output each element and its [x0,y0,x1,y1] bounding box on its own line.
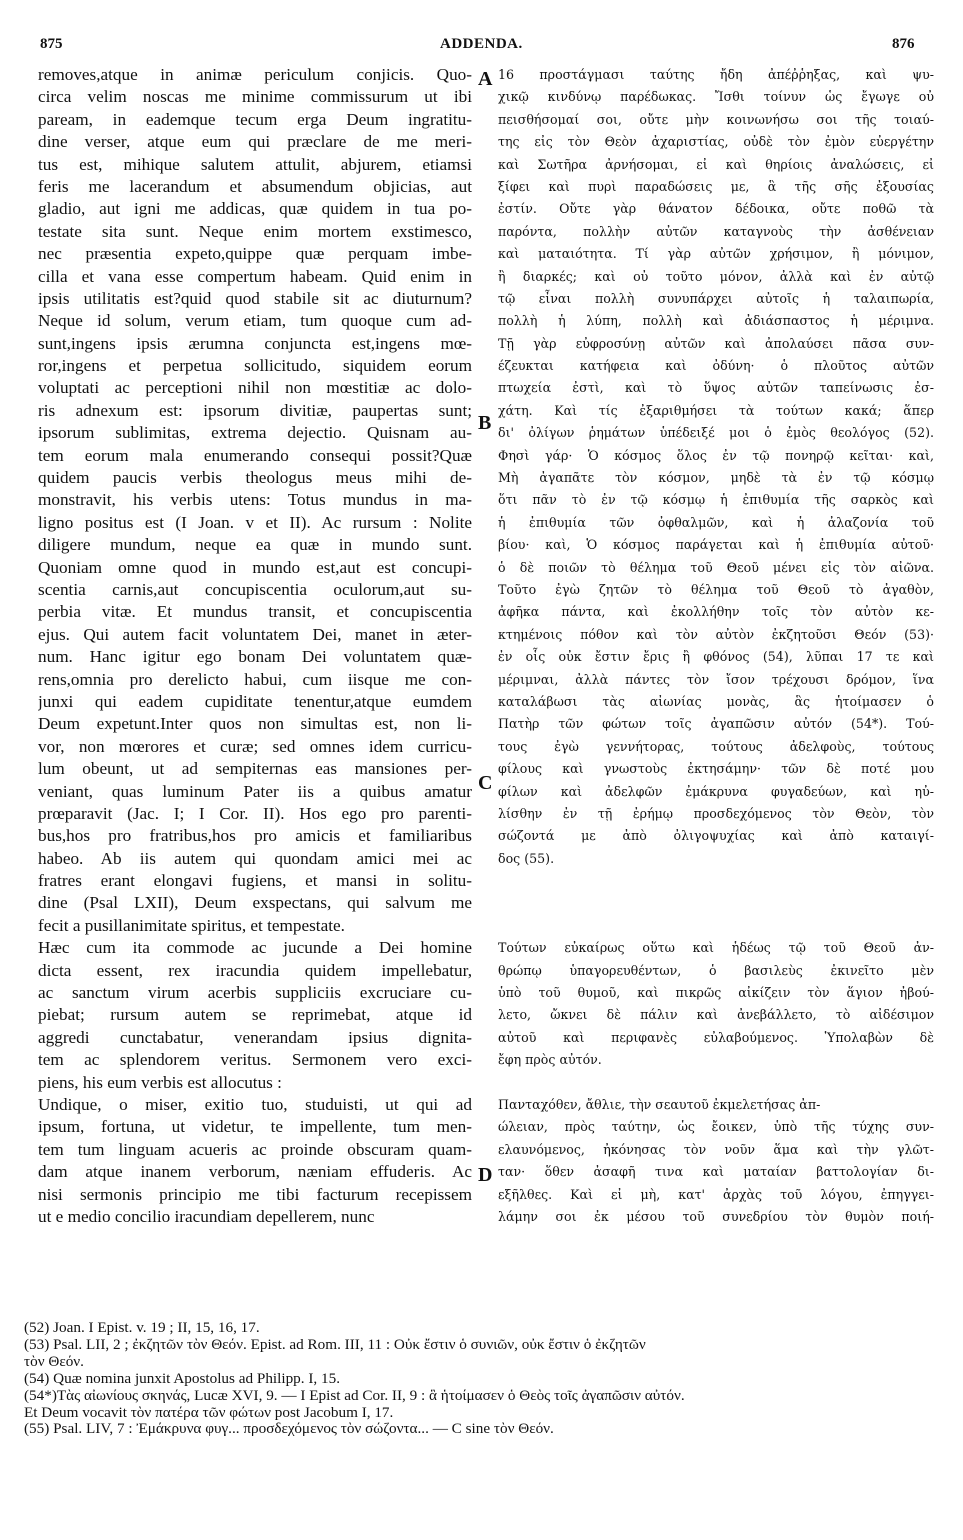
greek-text-line: ἡ ἐπιθυμία τῶν ὀφθαλμῶν, καὶ ἡ ἀλαζονία τοῦ [498,514,934,530]
greek-text-line: ξίφει καὶ πυρὶ παραδώσεις με, ἃ τῆς σῆς ἐξουσίας [498,178,934,194]
latin-text-line: dicta essent, rex iracundia quidem impellebatur, [38,960,472,980]
latin-text-line: Deum expetunt.Inter quos non simultas est, non li- [38,714,472,734]
latin-text-line: Hæc cum ita commode ac jucunde a Dei homine [38,938,472,958]
greek-text-line: Φησὶ γάρ· Ὁ κόσμος ὅλος ἐν τῷ πονηρῷ κεῖται· καὶ, [498,447,934,463]
greek-text-line: ἔφη πρὸς αὐτόν. [498,1052,602,1068]
greek-text-line: ώλειαν, πρὸς ταύτην, ὡς ἔοικεν, ὑπὸ τῆς τύχης συν- [498,1119,934,1135]
latin-text-line: Quoniam omne quod in mundo est,aut est concupi- [38,557,472,577]
latin-text-line: tem tum linguam acueris ac proinde obscuram quam- [38,1139,472,1159]
greek-text-line: θρώπῳ ὑπαγορευθέντων, ὁ βασιλεὺς ἐκινεῖτο μὲν [498,962,934,978]
latin-text-line: tem ac splendorem veritus. Sermonem vero exci- [38,1050,472,1070]
latin-text-line: ipsum, fortuna, ut videtur, te impellente, tum men- [38,1117,472,1137]
latin-text-line: diligere mundum, neque ea quæ in mundo sunt. [38,535,472,555]
latin-text-line: ipsorum sublimitas, extrema dejectio. Quisnam au- [38,423,472,443]
margin-marker-c: C [478,772,493,794]
latin-text-line: prœparavit (Jac. I; I Cor. II). Hos ego pro parenti- [38,803,472,823]
latin-text-line: sunt,ingens ipsis ærumna conjuncta est,ingens mœ- [38,333,472,353]
latin-text-line: Undique, o miser, exitio tuo, studuisti, ut qui ad [38,1094,472,1114]
latin-text-line: quidem paucis verbis theologus meus mihi de- [38,468,472,488]
greek-text-line: ἀφῆκα πάντα, καὶ ἐκολλήθην τοῖς τὸν αὐτὸν κε- [498,604,934,620]
footnote-line: (55) Psal. LIV, 7 : Ἐμάκρυνα φυγ... προσδεχόμενος τὸν σώζοντα... — C sine τὸν Θεόν. [24,1421,554,1438]
latin-text-line: fratres erant elongavi fugiens, et mansi in solitu- [38,871,472,891]
greek-text-line: λετο, ὤκνει δὲ πάλιν καὶ ἀνεβάλλετο, τὸ αἰδέσιμον [498,1007,934,1023]
greek-text-line: παρόντα, πολλὴν αὐτῶν καταγνοὺς τὴν ἀσθένειαν [498,223,934,239]
latin-text-line: scentia carnis,aut concupiscentia oculorum,aut su- [38,579,472,599]
greek-text-line: πολλὴ ἡ λύπη, πολλὴ καὶ ἀδιάσπαστος ἡ μέριμνα. [498,313,934,329]
latin-text-line: tem eorum mala enumerando consequi possit?Quæ [38,445,472,465]
greek-text-line: φίλους καὶ γνωστοὺς ἐκτησάμην· τῶν δὲ ποτέ μου [498,761,934,777]
latin-text-line: ris adnexum est: ipsorum divitiæ, paupertas sunt; [38,400,472,420]
latin-text-line: ipsis utilitatis est?quid quod stabile sit ac diuturnum? [38,288,472,308]
greek-text-line: πτωχεία ἐστὶ, καὶ τὸ ὕψος αὐτῶν ταπείνωσις ἐσ- [498,380,934,396]
greek-text-line [498,1072,934,1094]
greek-text-line: τους ἐγὼ γεννήτορας, τούτους ἀδελφοὺς, τούτους [498,738,934,754]
greek-text-line: αὐτοῦ καὶ περιφανὲς εὐλαβούμενος. Ὑπολαβὼν δὲ [498,1029,934,1045]
latin-text-line: dine (Psal LXII), Deum exspectans, qui salvum me [38,893,472,913]
footnote-line: τὸν Θεόν. [24,1353,84,1370]
margin-marker-a: A [478,68,493,90]
margin-marker-b: B [478,412,492,434]
greek-text-line: μέριμναι, ἀλλὰ πάντες τὸν ἴσον τρέχουσι δρόμον, ἵνα [498,671,934,687]
greek-text-line: ὑπὸ τοῦ θυμοῦ, καὶ πικρῶς αἰκίζειν τὸν ἅγιον ἠβού- [498,985,934,1001]
latin-text-line: piebat; rursum autem se reprimebat, atque id [38,1005,472,1025]
latin-text-line: num. Hanc igitur ego bonam Dei voluntatem quæ- [38,647,472,667]
greek-text-line: Πατὴρ τῶν φώτων τοῖς ἀγαπῶσιν αὐτόν (54*). Τού- [498,716,934,732]
greek-text-line [498,892,934,914]
footnote-line: (53) Psal. LII, 2 ; ἐκζητῶν τὸν Θεόν. Epist. ad Rom. III, 11 : Οὐκ ἔστιν ὁ συνιῶν, οὐκ ἔστιν ὁ ἐκζητῶν [24,1336,646,1353]
greek-text-line: ὅτι πᾶν τὸ ἐν τῷ κόσμῳ ἡ ἐπιθυμία τῆς σαρκὸς καὶ [498,492,934,508]
latin-text-line: monstravit, his verbis utens: Totus mundus in ma- [38,490,472,510]
margin-marker-d: D [478,1164,493,1186]
greek-text-line: φίλων καὶ ἀδελφῶν ἐμάκρυνα φυγαδεύων, καὶ ηὐ- [498,783,934,799]
greek-text-line: Πανταχόθεν, ἄθλιε, τὴν σεαυτοῦ ἐκμελετήσας ἀπ- [498,1096,821,1112]
latin-text-line: habeo. Ab iis autem qui quondam amici mei ac [38,848,472,868]
footnote-line: (54) Quæ nomina junxit Apostolus ad Philipp. I, 15. [24,1370,340,1387]
latin-text-line: ac sanctum virum acerbis suppliciis excruciare cu- [38,983,472,1003]
latin-text-line: removes,atque in animæ periculum conjicis. Quo- [38,65,472,84]
latin-text-line: paream, in eademque tecum erga Deum ingratitu- [38,109,472,129]
latin-text-line: ligno positus est (I Joan. v et II). Ac rursum : Nolite [38,512,472,532]
greek-text-line: λάμην σοι ἐκ μέσου τοῦ συνεδρίου τὸν θυμὸν ποιή- [498,1208,934,1224]
greek-text-line: τῷ εἶναι πολλὴ συνυπάρχει αὐτοῖς ἡ ταλαιπωρία, [498,290,934,306]
latin-text-line: dam atque inanem verborum, næniam effuderis. Ac [38,1162,472,1182]
greek-text-line: 16 προστάγμασι ταύτης ἤδη ἀπέῤῥηξας, καὶ ψυ- [498,67,934,82]
greek-text-line: κτημένοις πόθον καὶ τὸν αὐτὸν ἐκζητοῦσι Θεόν (53)· [498,626,934,642]
latin-text-line: fecit a pusillanimitate spiritus, et tempestate. [38,915,345,935]
latin-text-line: voluptati ac perceptioni nihil non mœstitiæ ac dolo- [38,378,472,398]
latin-text-line: nisi sermonis principio me tibi facturum recepissem [38,1184,472,1204]
greek-text-line: Μὴ ἀγαπᾶτε τὸν κόσμον, μηδὲ τὰ ἐν τῷ κόσμῳ [498,470,934,486]
page-header [0,36,963,56]
page-number-right: 876 [892,36,915,52]
greek-text-line: καὶ ματαιότητα. Τί γὰρ αὐτῶν χρήσιμον, ἢ μόνιμον, [498,246,934,262]
latin-text-line: lum obeunt, ut ad sempiternas eas mansiones per- [38,759,472,779]
latin-text-line: vor, non mœrores et curæ; sed omnes idem curricu- [38,736,472,756]
latin-column [38,64,472,1228]
latin-text-line: junxi qui eadem cupiditate tenentur,atque eumdem [38,691,472,711]
latin-text-line: dine verser, atque eum qui præclare de me meri- [38,132,472,152]
page-number-left: 875 [40,36,63,52]
footnote-line: (52) Joan. I Epist. v. 19 ; II, 15, 16, 17. [24,1320,260,1336]
greek-text-line: ἐστίν. Οὔτε γὰρ θάνατον δέδοικα, οὔτε ποθῶ τὰ [498,201,934,217]
latin-text-line: ejus. Qui autem facit voluntatem Dei, manet in æter- [38,624,472,644]
greek-text-line: ἐν οἷς οὐκ ἔστιν ἔρις ἢ φθόνος (54), λῦπαι 17 τε καὶ [498,649,934,665]
footnote-line: Et Deum vocavit τὸν πατέρα τῶν φώτων post Jacobum I, 17. [24,1404,394,1421]
greek-text-line: Τῇ γὰρ εὐφροσύνῃ αὐτῶν καὶ ἀπολαύσει πᾶσα συν- [498,335,934,351]
latin-text-line: ror,ingens et perpetua sollicitudo, siquidem eorum [38,356,472,376]
latin-text-line: feris me lacerandum et absumendum objicias, aut [38,176,472,196]
greek-text-line: δος (55). [498,850,555,866]
greek-text-line: χικῷ κινδύνῳ παρέδωκας. Ἴσθι τοίνυν ὡς ἔγωγε οὐ [498,89,934,105]
latin-text-line: Neque id solum, verum etiam, tum quoque cum ad- [38,311,472,331]
greek-text-line [498,870,934,892]
greek-text-line: χάτη. Καὶ τίς ἐξαριθμήσει τὰ τούτων κακά; ἅπερ [498,402,934,418]
greek-text-line: Τοῦτο ἐγὼ ζητῶν τὸ θέλημα τοῦ Θεοῦ τὸ ἀγαθὸν, [498,581,934,597]
greek-text-line: της εἰς τὸν Θεὸν ἀχαριστίας, οὐδὲ τὸν ἐμὸν εὐεργέτην [498,134,934,150]
latin-text-line: circa velim noscas me minime commissurum ut ibi [38,87,472,107]
latin-text-line: piens, his eum verbis est allocutus : [38,1072,282,1092]
latin-text-line: veniant, quas luminum Pater iis a quibus amatur [38,781,472,801]
greek-text-line: ταν· ὅθεν ἀσαφῆ τινα καὶ ματαίαν βαττολογίαν δι- [498,1164,934,1180]
greek-text-line: εξῆλθες. Καὶ εἰ μὴ, κατ' ἀρχὰς τοῦ λόγου, ἐπηγγει- [498,1186,934,1202]
latin-text-line: perbia vitæ. Et mundus transit, et concupiscentia [38,602,472,622]
latin-text-line: ut e medio concilio iracundiam depellerem, nunc [38,1206,375,1226]
greek-text-line: σώζοντά με ἀπὸ ὀλιγοψυχίας καὶ ἀπὸ καταιγί- [498,828,934,844]
greek-text-line: βίου· καὶ, Ὁ κόσμος παράγεται καὶ ἡ ἐπιθυμία αὐτοῦ· [498,537,934,553]
greek-text-line: ὁ δὲ ποιῶν τὸ θέλημα τοῦ Θεοῦ μένει εἰς τὸν αἰῶνα. [498,559,934,575]
greek-text-line: καὶ Σωτῆρα ἀρνήσομαι, εἰ καὶ θηρίοις ἀναλώσεις, εἰ [498,156,934,172]
greek-text-line: έζευκται κατήφεια καὶ ὀδύνη· ὁ πλοῦτος αὐτῶν [498,358,934,374]
greek-text-line: πεισθήσομαί σοι, οὔτε μὴν κοινωνήσω σοι τῆς τοιαύ- [498,111,934,127]
latin-text-line: testate sita sunt. Neque enim mortem exstimesco, [38,221,472,241]
greek-text-line: δι' ὀλίγων ῥημάτων ὑπέδειξέ μοι ὁ ἐμὸς θεολόγος (52). [498,425,934,441]
greek-text-line: Τούτων εὐκαίρως οὕτω καὶ ἡδέως τῷ τοῦ Θεοῦ ἀν- [498,940,934,956]
greek-column [498,64,934,1228]
latin-text-line: cilla et vana esse compertum habeam. Quid enim in [38,266,472,286]
greek-text-line: λίσθην ἐν τῇ ἐρήμῳ προσδεχόμενος τὸν Θεὸν, τὸν [498,805,934,821]
latin-text-line: aggredi cunctabatur, venerandam ipsius dignita- [38,1027,472,1047]
greek-text-line [498,915,934,937]
greek-text-line: καταλάβωσι τὰς αἰωνίας μονὰς, ἃς ἡτοίμασεν ὁ [498,693,934,709]
latin-text-line: rens,omnia pro derelicto habui, cum iisque me con- [38,669,472,689]
latin-text-line: bus,hos pro fratribus,hos pro amicis et familiaribus [38,826,472,846]
latin-text-line: gladio, aut igni me addicas, quæ quidem in tua po- [38,199,472,219]
latin-text-line: nec præsentia expeto,quippe quæ perquam imbe- [38,244,472,264]
footnote-line: (54*)Τὰς αἰωνίους σκηνάς, Lucæ XVI, 9. — I Epist ad Cor. II, 9 : ἃ ἡτοίμασεν ὁ Θεὸς τοῖς ἀγαπῶσιν αὐτόν. [24,1387,685,1404]
latin-text-line: tus est, mihique salutem attulit, abjurem, etiamsi [38,154,472,174]
running-title: ADDENDA. [440,36,523,52]
greek-text-line: ἢ διαρκές; καὶ οὐ τοῦτο μόνον, ἀλλὰ καὶ ἐν αὐτῷ [498,268,934,284]
greek-text-line: ελαυνόμενος, ἠκόνησας τὸν νοῦν ἅμα καὶ τὴν γλῶτ- [498,1141,934,1157]
footnotes [24,1320,944,1438]
